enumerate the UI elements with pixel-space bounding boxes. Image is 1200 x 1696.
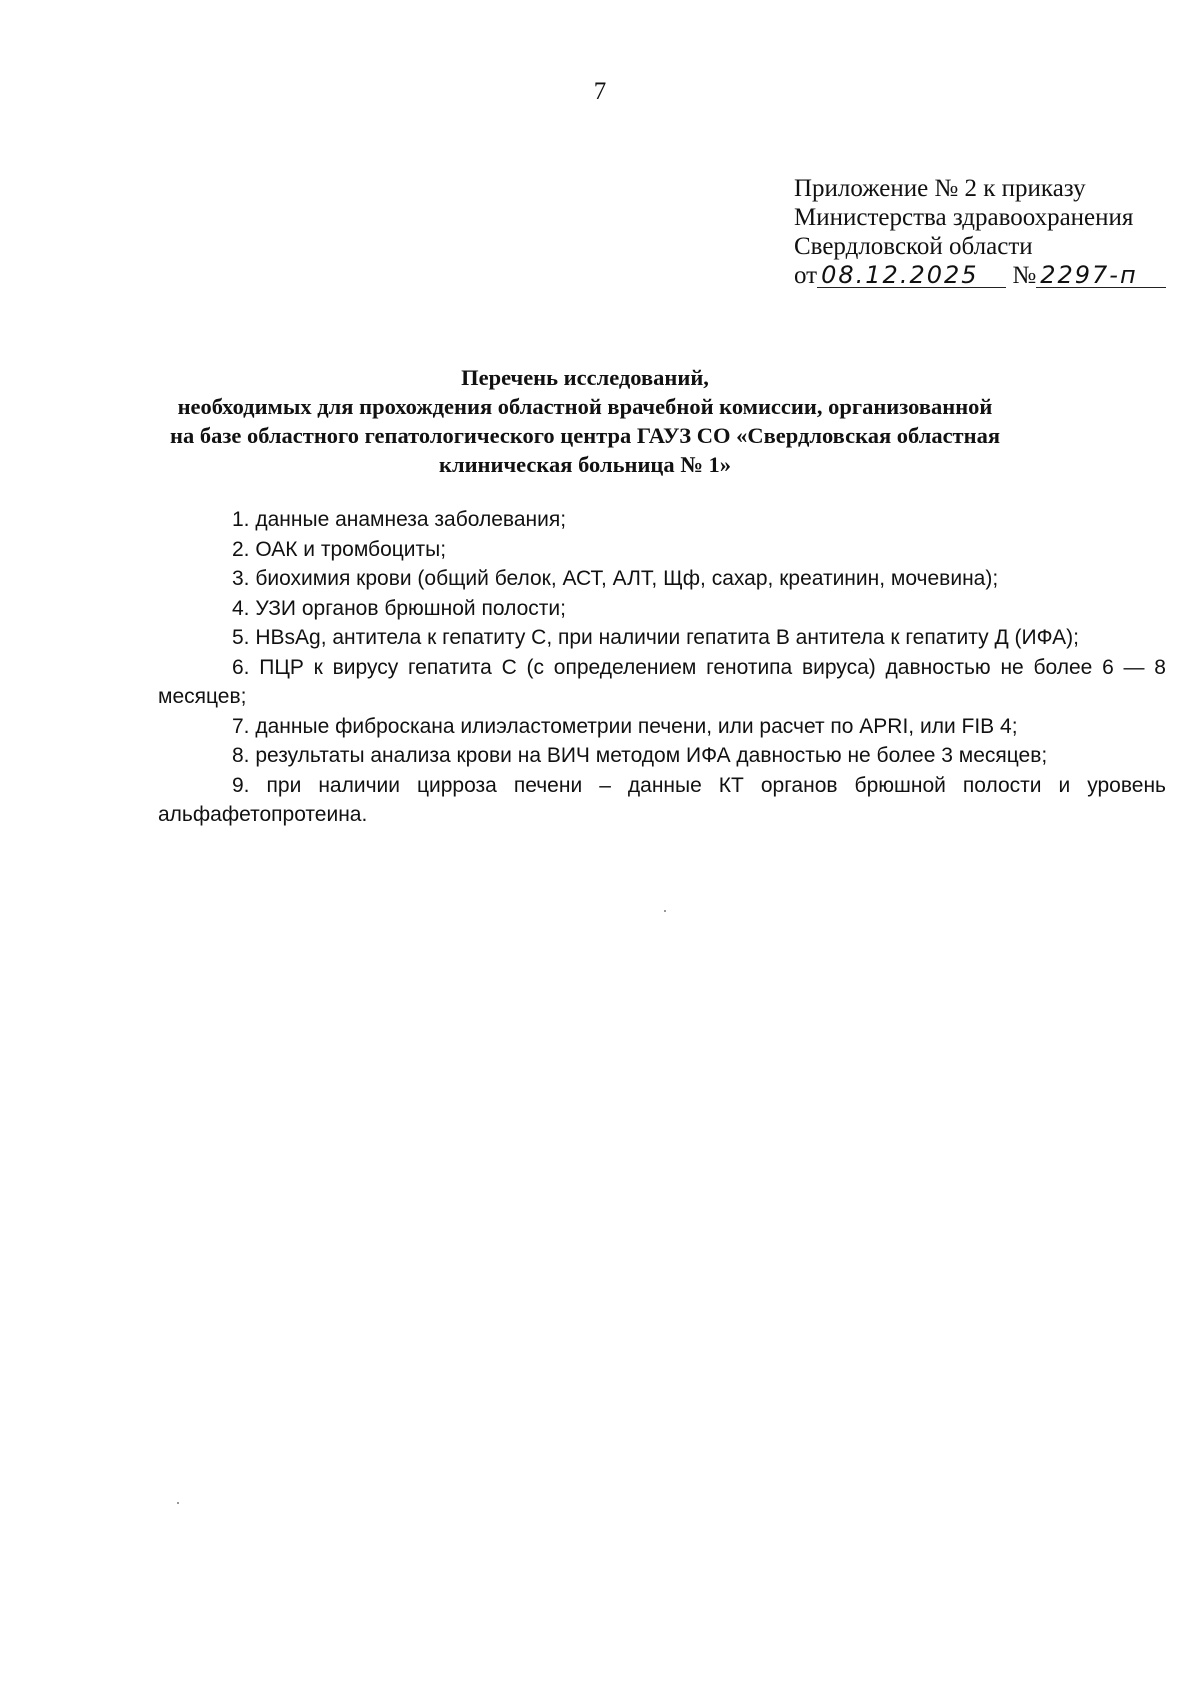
list-item: 5. HBsAg, антитела к гепатиту С, при наличии гепатита В антитела к гепатиту Д (ИФА); (232, 626, 1079, 649)
list-item: 2. ОАК и тромбоциты; (232, 537, 447, 561)
list-item: 8. результаты анализа крови на ВИЧ методом ИФА давностью не более 3 месяцев; (232, 744, 1048, 767)
from-label: от (794, 262, 818, 289)
list-item: 6. ПЦР к вирусу гепатита С (с определением генотипа вируса) давностью не более 6 — 8 месяцев; (158, 655, 1166, 708)
appendix-line-3: Свердловской области (794, 233, 1033, 260)
page-number: 7 (593, 78, 607, 105)
scan-speck (664, 910, 666, 912)
list-item: 4. УЗИ органов брюшной полости; (232, 596, 566, 620)
research-list (158, 505, 1166, 830)
list-item: 1. данные анамнеза заболевания; (232, 508, 567, 531)
list-item: 3. биохимия крови (общий белок, АСТ, АЛТ, Щф, сахар, креатинин, мочевина); (232, 567, 999, 590)
number-label: № (1012, 262, 1037, 289)
title-line-2: необходимых для прохождения областной врачебной комиссии, организованной (177, 394, 993, 419)
appendix-line-1: Приложение № 2 к приказу (794, 175, 1086, 202)
appendix-line-2: Министерства здравоохранения (794, 204, 1134, 231)
handwritten-date: 08.12.2025 (817, 263, 1006, 288)
list-item: 7. данные фиброскана илиэластометрии печени, или расчет по APRI, или FIB 4; (232, 714, 1018, 738)
appendix-block (794, 174, 1174, 290)
title-line-1: Перечень исследований, (461, 365, 709, 390)
scan-speck (177, 1502, 179, 1504)
title-line-3: на базе областного гепатологического центра ГАУЗ СО «Свердловская областная (169, 423, 1000, 448)
handwritten-number: 2297-п (1036, 263, 1166, 288)
appendix-date-line (794, 261, 1174, 290)
document-title (150, 363, 1020, 479)
list-item: 9. при наличии цирроза печени – данные КТ органов брюшной полости и уровень альфафетопротеина. (158, 773, 1166, 826)
title-line-4: клиническая больница № 1» (438, 452, 732, 477)
